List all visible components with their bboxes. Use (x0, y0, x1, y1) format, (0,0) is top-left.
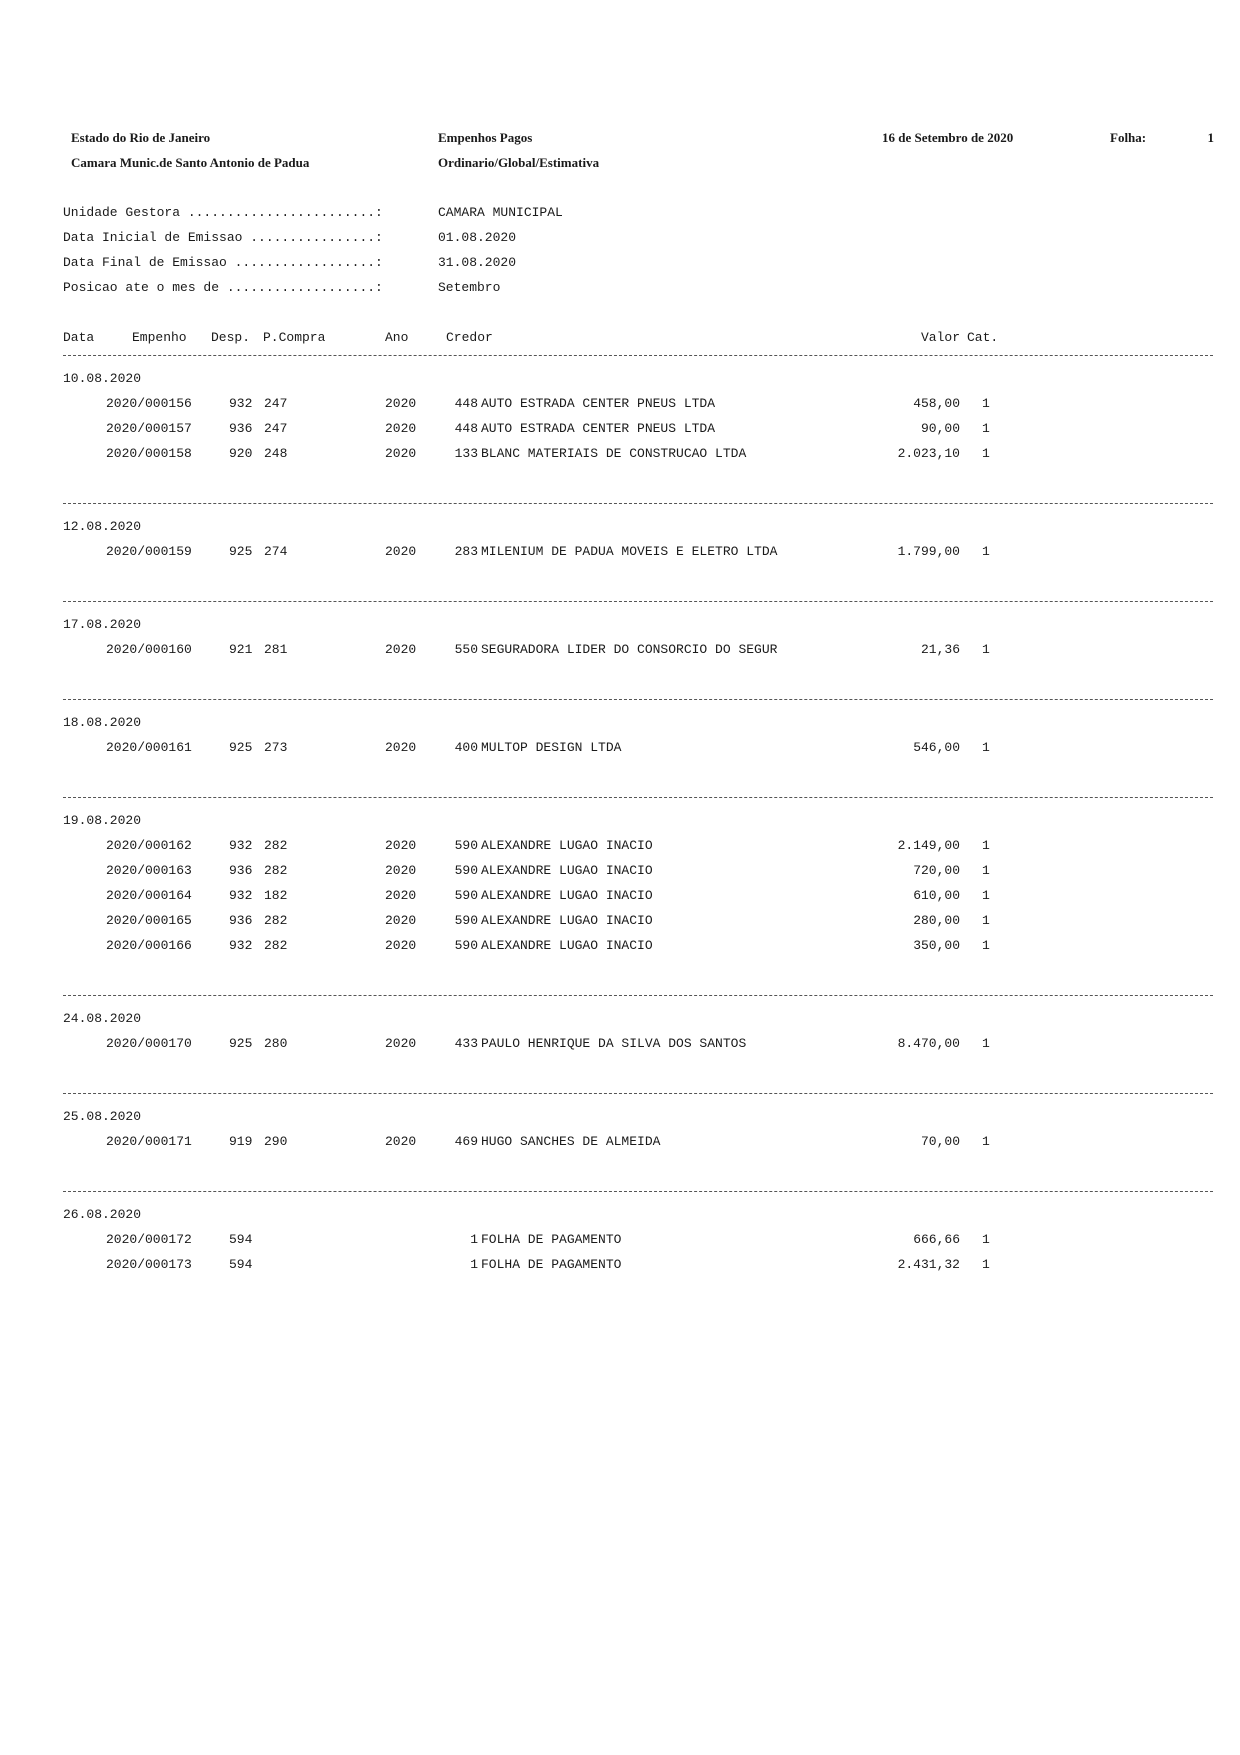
col-header-empenho: Empenho (132, 330, 187, 345)
cell-cat: 1 (982, 544, 990, 559)
cell-cat: 1 (982, 938, 990, 953)
cell-pcompra: 290 (264, 1134, 288, 1149)
cell-ano: 2020 (385, 1036, 417, 1051)
cell-empenho: 2020/000163 (106, 863, 192, 878)
cell-pcompra: 282 (264, 838, 288, 853)
group-date: 25.08.2020 (63, 1109, 142, 1124)
cell-credor-code: 448 (454, 396, 478, 411)
cell-desp: 925 (229, 740, 253, 755)
cell-cat: 1 (982, 740, 990, 755)
group-date: 24.08.2020 (63, 1011, 142, 1026)
cell-desp: 936 (229, 913, 253, 928)
col-header-ano: Ano (385, 330, 409, 345)
cell-pcompra: 281 (264, 642, 288, 657)
cell-empenho: 2020/000159 (106, 544, 192, 559)
separator-line (63, 1093, 1213, 1094)
cell-credor-code: 590 (454, 938, 478, 953)
cell-credor-code: 1 (470, 1257, 478, 1272)
cell-valor: 458,00 (913, 396, 960, 411)
cell-credor: SEGURADORA LIDER DO CONSORCIO DO SEGUR (481, 642, 778, 657)
cell-desp: 921 (229, 642, 253, 657)
param-label: Data Inicial de Emissao ................: (63, 230, 383, 245)
cell-credor-code: 590 (454, 888, 478, 903)
cell-credor: ALEXANDRE LUGAO INACIO (481, 863, 653, 878)
cell-credor-code: 590 (454, 863, 478, 878)
cell-valor: 2.149,00 (897, 838, 960, 853)
cell-empenho: 2020/000173 (106, 1257, 192, 1272)
cell-credor-code: 448 (454, 421, 478, 436)
cell-cat: 1 (982, 1134, 990, 1149)
cell-cat: 1 (982, 913, 990, 928)
cell-credor-code: 133 (454, 446, 478, 461)
cell-empenho: 2020/000171 (106, 1134, 192, 1149)
cell-credor: MILENIUM DE PADUA MOVEIS E ELETRO LTDA (481, 544, 778, 559)
cell-credor: FOLHA DE PAGAMENTO (481, 1232, 622, 1247)
cell-credor-code: 283 (454, 544, 478, 559)
separator-line (63, 995, 1213, 996)
cell-desp: 932 (229, 396, 253, 411)
param-label: Unidade Gestora ........................: (63, 205, 383, 220)
cell-desp: 920 (229, 446, 253, 461)
cell-valor: 2.431,32 (897, 1257, 960, 1272)
cell-ano: 2020 (385, 740, 417, 755)
cell-desp: 919 (229, 1134, 253, 1149)
param-label: Posicao ate o mes de ...................: (63, 280, 383, 295)
cell-empenho: 2020/000157 (106, 421, 192, 436)
cell-credor-code: 469 (454, 1134, 478, 1149)
cell-credor: ALEXANDRE LUGAO INACIO (481, 938, 653, 953)
cell-valor: 70,00 (920, 1134, 960, 1149)
cell-ano: 2020 (385, 446, 417, 461)
separator-line (63, 503, 1213, 504)
separator-line (63, 797, 1213, 798)
cell-pcompra: 182 (264, 888, 288, 903)
param-value: CAMARA MUNICIPAL (438, 205, 563, 220)
cell-credor-code: 550 (454, 642, 478, 657)
cell-empenho: 2020/000158 (106, 446, 192, 461)
group-date: 26.08.2020 (63, 1207, 142, 1222)
separator-line (63, 601, 1213, 602)
cell-credor: ALEXANDRE LUGAO INACIO (481, 913, 653, 928)
cell-credor: HUGO SANCHES DE ALMEIDA (481, 1134, 661, 1149)
cell-cat: 1 (982, 1232, 990, 1247)
col-header-valor: Valor (920, 330, 960, 345)
cell-desp: 932 (229, 838, 253, 853)
cell-credor-code: 400 (454, 740, 478, 755)
cell-ano: 2020 (385, 1134, 417, 1149)
col-header-cat: Cat. (967, 330, 999, 345)
col-header-pcompra: P.Compra (263, 330, 326, 345)
cell-valor: 720,00 (913, 863, 960, 878)
group-date: 10.08.2020 (63, 371, 142, 386)
group-date: 18.08.2020 (63, 715, 142, 730)
cell-credor: AUTO ESTRADA CENTER PNEUS LTDA (481, 396, 716, 411)
cell-cat: 1 (982, 421, 990, 436)
report-title: Empenhos Pagos (438, 130, 533, 145)
group-date: 19.08.2020 (63, 813, 142, 828)
cell-empenho: 2020/000170 (106, 1036, 192, 1051)
cell-ano: 2020 (385, 913, 417, 928)
separator-line (63, 699, 1213, 700)
cell-credor: ALEXANDRE LUGAO INACIO (481, 888, 653, 903)
cell-valor: 90,00 (920, 421, 960, 436)
cell-credor: BLANC MATERIAIS DE CONSTRUCAO LTDA (481, 446, 747, 461)
group-date: 12.08.2020 (63, 519, 142, 534)
cell-pcompra: 273 (264, 740, 288, 755)
cell-ano: 2020 (385, 863, 417, 878)
param-value: 31.08.2020 (438, 255, 517, 270)
cell-ano: 2020 (385, 396, 417, 411)
cell-pcompra: 248 (264, 446, 288, 461)
cell-empenho: 2020/000166 (106, 938, 192, 953)
separator-line (63, 355, 1213, 356)
separator-line (63, 1191, 1213, 1192)
cell-credor-code: 590 (454, 838, 478, 853)
cell-valor: 1.799,00 (897, 544, 960, 559)
cell-empenho: 2020/000162 (106, 838, 192, 853)
cell-empenho: 2020/000156 (106, 396, 192, 411)
cell-empenho: 2020/000172 (106, 1232, 192, 1247)
col-header-desp: Desp. (211, 330, 251, 345)
cell-credor-code: 590 (454, 913, 478, 928)
cell-ano: 2020 (385, 421, 417, 436)
cell-ano: 2020 (385, 838, 417, 853)
cell-cat: 1 (982, 838, 990, 853)
cell-desp: 594 (229, 1232, 253, 1247)
cell-pcompra: 274 (264, 544, 288, 559)
cell-valor: 350,00 (913, 938, 960, 953)
cell-cat: 1 (982, 888, 990, 903)
cell-desp: 925 (229, 544, 253, 559)
cell-empenho: 2020/000161 (106, 740, 192, 755)
cell-valor: 546,00 (913, 740, 960, 755)
cell-cat: 1 (982, 396, 990, 411)
cell-credor: ALEXANDRE LUGAO INACIO (481, 838, 653, 853)
sheet-number: 1 (1207, 130, 1214, 145)
sheet-label: Folha: (1110, 130, 1147, 145)
cell-desp: 932 (229, 938, 253, 953)
report-date: 16 de Setembro de 2020 (882, 130, 1014, 145)
cell-ano: 2020 (385, 642, 417, 657)
cell-empenho: 2020/000164 (106, 888, 192, 903)
cell-cat: 1 (982, 863, 990, 878)
col-header-data: Data (63, 330, 95, 345)
cell-valor: 8.470,00 (897, 1036, 960, 1051)
col-header-credor: Credor (446, 330, 493, 345)
cell-pcompra: 247 (264, 421, 288, 436)
cell-pcompra: 280 (264, 1036, 288, 1051)
cell-desp: 936 (229, 421, 253, 436)
cell-cat: 1 (982, 642, 990, 657)
cell-credor: PAULO HENRIQUE DA SILVA DOS SANTOS (481, 1036, 747, 1051)
cell-valor: 666,66 (913, 1232, 960, 1247)
cell-desp: 936 (229, 863, 253, 878)
cell-valor: 2.023,10 (897, 446, 960, 461)
cell-pcompra: 282 (264, 938, 288, 953)
cell-empenho: 2020/000160 (106, 642, 192, 657)
cell-pcompra: 282 (264, 863, 288, 878)
cell-cat: 1 (982, 1036, 990, 1051)
cell-cat: 1 (982, 1257, 990, 1272)
cell-empenho: 2020/000165 (106, 913, 192, 928)
param-value: Setembro (438, 280, 501, 295)
param-value: 01.08.2020 (438, 230, 517, 245)
cell-ano: 2020 (385, 544, 417, 559)
cell-credor: MULTOP DESIGN LTDA (481, 740, 622, 755)
cell-valor: 280,00 (913, 913, 960, 928)
cell-credor: AUTO ESTRADA CENTER PNEUS LTDA (481, 421, 716, 436)
state-name: Estado do Rio de Janeiro (71, 130, 211, 145)
cell-desp: 932 (229, 888, 253, 903)
param-label: Data Final de Emissao ..................: (63, 255, 383, 270)
cell-pcompra: 247 (264, 396, 288, 411)
cell-valor: 610,00 (913, 888, 960, 903)
cell-credor: FOLHA DE PAGAMENTO (481, 1257, 622, 1272)
report-subtitle: Ordinario/Global/Estimativa (438, 155, 600, 170)
cell-desp: 594 (229, 1257, 253, 1272)
cell-credor-code: 1 (470, 1232, 478, 1247)
group-date: 17.08.2020 (63, 617, 142, 632)
cell-ano: 2020 (385, 888, 417, 903)
entity-name: Camara Munic.de Santo Antonio de Padua (71, 155, 310, 170)
cell-desp: 925 (229, 1036, 253, 1051)
cell-credor-code: 433 (454, 1036, 478, 1051)
cell-ano: 2020 (385, 938, 417, 953)
cell-valor: 21,36 (920, 642, 960, 657)
cell-pcompra: 282 (264, 913, 288, 928)
cell-cat: 1 (982, 446, 990, 461)
